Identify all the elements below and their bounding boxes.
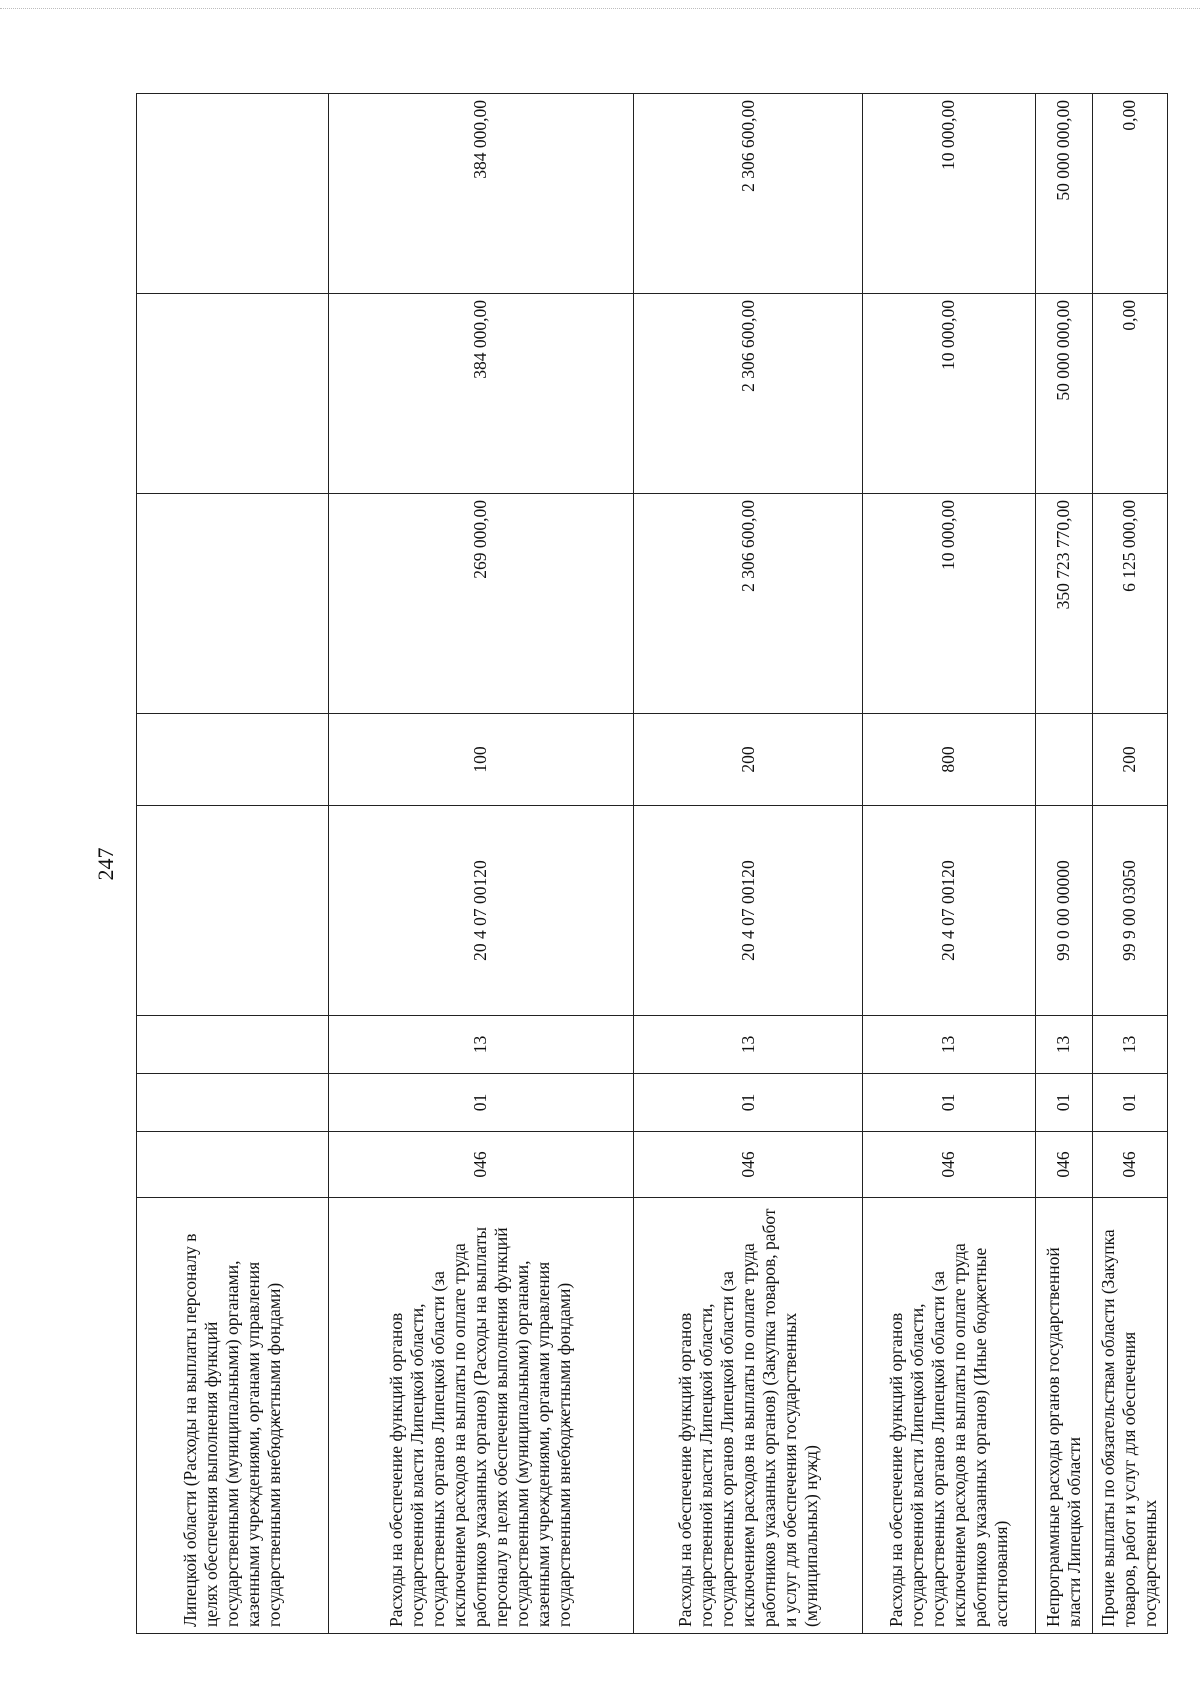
target-article-cell (137, 806, 329, 1016)
grbs-cell (137, 1132, 329, 1198)
table-row (1035, 94, 1092, 1634)
table-row (329, 94, 634, 1634)
amount-cell-2: 50 000 000,00 (1035, 294, 1092, 494)
section-cell: 01 (329, 1074, 634, 1132)
section-cell: 01 (863, 1074, 1035, 1132)
expense-type-cell: 100 (329, 714, 634, 806)
row-name-cell: Прочие выплаты по обязательствам области (Закупка товаров, работ и услуг для обеспечения государственных (1092, 1198, 1167, 1634)
amount-cell-3 (137, 94, 329, 294)
expense-type-cell: 200 (633, 714, 863, 806)
scan-edge-line (0, 8, 1200, 9)
target-article-cell: 99 0 00 00000 (1035, 806, 1092, 1016)
expense-type-cell (137, 714, 329, 806)
target-article-cell: 99 9 00 03050 (1092, 806, 1167, 1016)
target-article-cell: 20 4 07 00120 (633, 806, 863, 1016)
amount-cell-2: 10 000,00 (863, 294, 1035, 494)
target-article-cell: 20 4 07 00120 (863, 806, 1035, 1016)
amount-cell-3: 2 306 600,00 (633, 94, 863, 294)
grbs-cell: 046 (633, 1132, 863, 1198)
row-name-cell: Расходы на обеспечение функций органов государственной власти Липецкой области, государственных органов Липецкой области (за исключением расходов на выплаты по оплате труда работников указанных органов) (Закупка товаров, работ и услуг для обеспечения государственных (муниципальных) нужд) (633, 1198, 863, 1634)
table-row (863, 94, 1035, 1634)
amount-cell-3: 10 000,00 (863, 94, 1035, 294)
subsection-cell: 13 (633, 1016, 863, 1074)
amount-cell-2: 2 306 600,00 (633, 294, 863, 494)
subsection-cell: 13 (863, 1016, 1035, 1074)
grbs-cell: 046 (1092, 1132, 1167, 1198)
amount-cell-1: 350 723 770,00 (1035, 494, 1092, 714)
row-name-cell: Расходы на обеспечение функций органов государственной власти Липецкой области, государственных органов Липецкой области (за исключением расходов на выплаты по оплате труда работников указанных органов) (Расходы на выплаты персоналу в целях обеспечения выполнения функций государственными (муниципальными) органами, казенными учреждениями, органами управления государственными внебюджетными фондами) (329, 1198, 634, 1634)
amount-cell-1 (137, 494, 329, 714)
expense-type-cell (1035, 714, 1092, 806)
amount-cell-1: 6 125 000,00 (1092, 494, 1167, 714)
amount-cell-1: 2 306 600,00 (633, 494, 863, 714)
grbs-cell: 046 (863, 1132, 1035, 1198)
subsection-cell: 13 (1092, 1016, 1167, 1074)
table-row (1092, 94, 1167, 1634)
expense-type-cell: 800 (863, 714, 1035, 806)
row-name-cell: Непрограммные расходы органов государственной власти Липецкой области (1035, 1198, 1092, 1634)
section-cell: 01 (633, 1074, 863, 1132)
subsection-cell (137, 1016, 329, 1074)
table-row (137, 94, 329, 1634)
amount-cell-3: 0,00 (1092, 94, 1167, 294)
row-name-cell: Липецкой области (Расходы на выплаты персоналу в целях обеспечения выполнения функций государственными (муниципальными) органами, казенными учреждениями, органами управления государственными внебюджетными фондами) (137, 1198, 329, 1634)
target-article-cell: 20 4 07 00120 (329, 806, 634, 1016)
budget-table (136, 93, 1168, 1634)
subsection-cell: 13 (329, 1016, 634, 1074)
expense-type-cell: 200 (1092, 714, 1167, 806)
amount-cell-1: 269 000,00 (329, 494, 634, 714)
section-cell (137, 1074, 329, 1132)
table-row (633, 94, 863, 1634)
grbs-cell: 046 (329, 1132, 634, 1198)
row-name-cell: Расходы на обеспечение функций органов государственной власти Липецкой области, государственных органов Липецкой области (за исключением расходов на выплаты по оплате труда работников указанных органов) (Иные бюджетные ассигнования) (863, 1198, 1035, 1634)
amount-cell-2: 0,00 (1092, 294, 1167, 494)
amount-cell-3: 384 000,00 (329, 94, 634, 294)
page-number: 247 (93, 847, 118, 881)
amount-cell-2: 384 000,00 (329, 294, 634, 494)
amount-cell-2 (137, 294, 329, 494)
section-cell: 01 (1092, 1074, 1167, 1132)
amount-cell-1: 10 000,00 (863, 494, 1035, 714)
amount-cell-3: 50 000 000,00 (1035, 94, 1092, 294)
section-cell: 01 (1035, 1074, 1092, 1132)
rotated-page (82, 82, 1161, 1646)
grbs-cell: 046 (1035, 1132, 1092, 1198)
subsection-cell: 13 (1035, 1016, 1092, 1074)
